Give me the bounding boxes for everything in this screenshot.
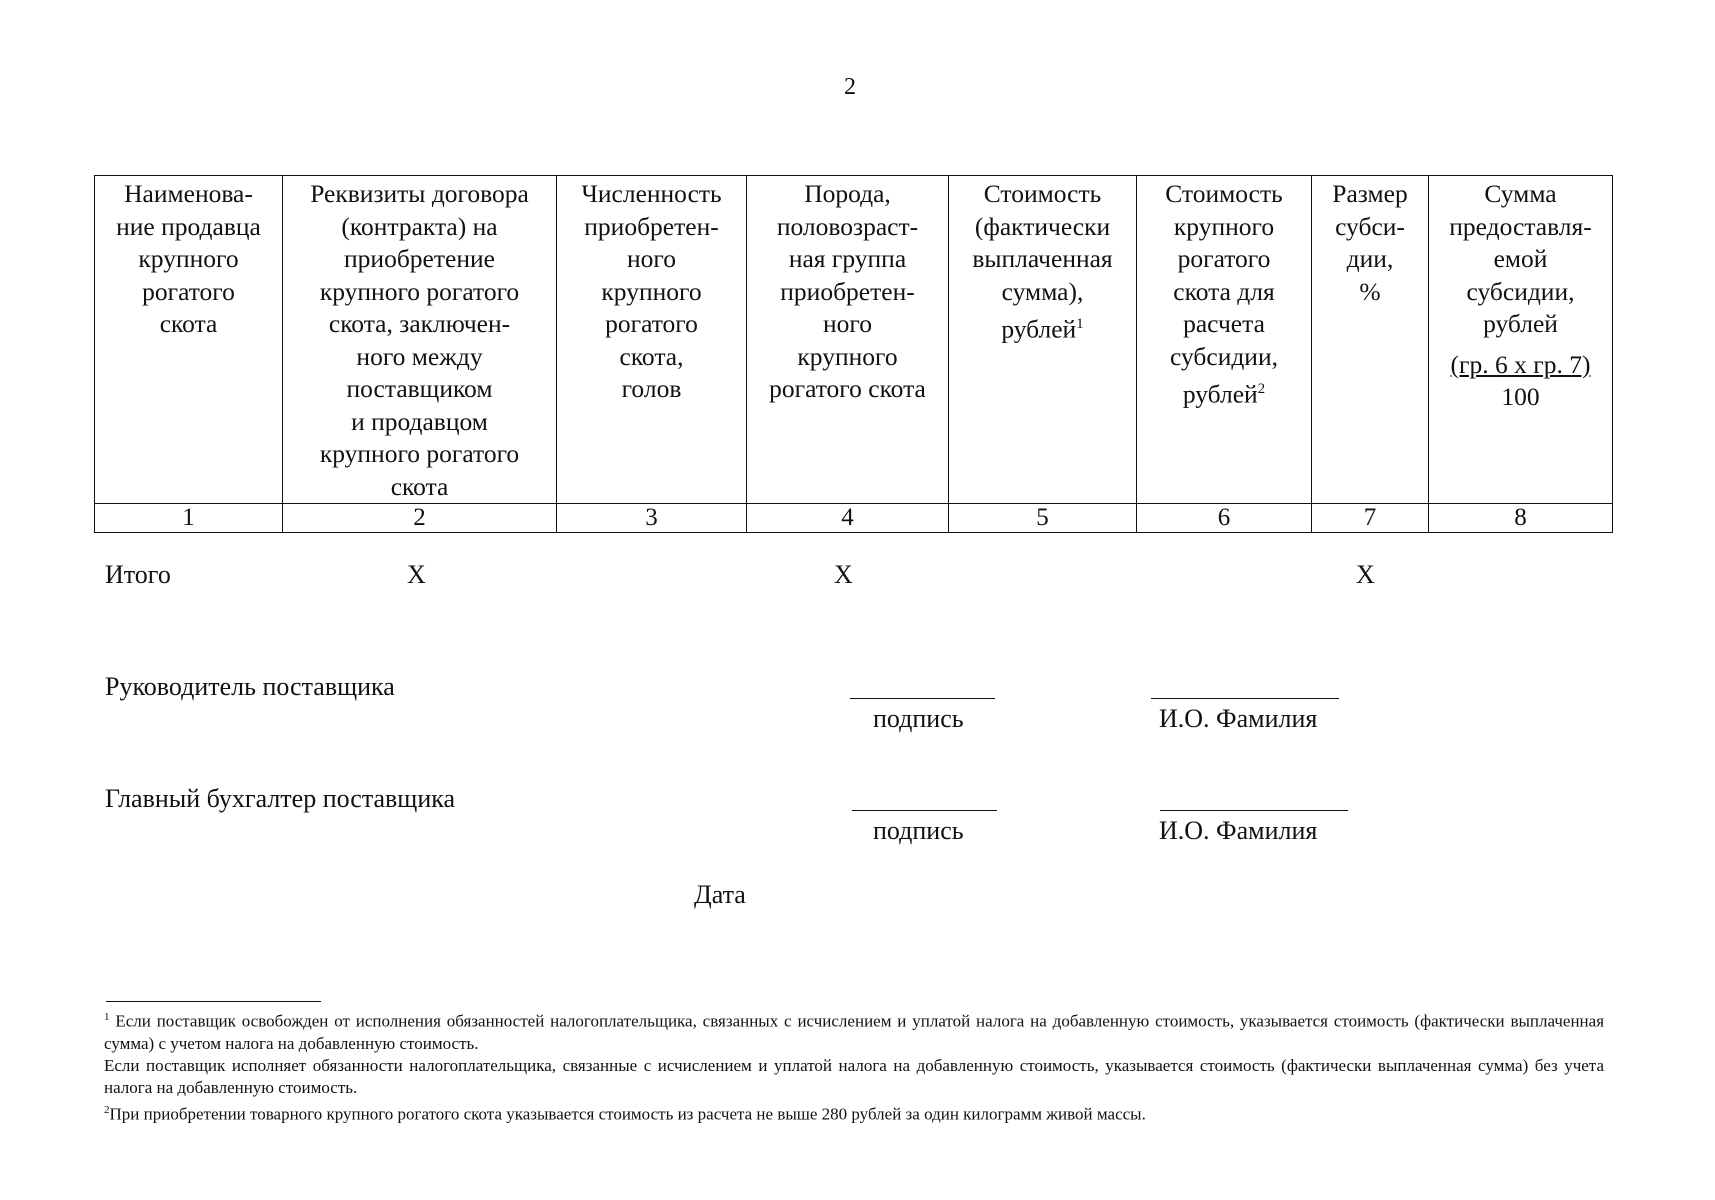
totals-x-col4: X xyxy=(834,560,853,589)
header-line: рогатого скота xyxy=(769,374,926,403)
column-number: 1 xyxy=(95,504,283,533)
header-line: субсидии, xyxy=(1170,341,1278,371)
header-line: ного между xyxy=(356,341,483,371)
header-line: приобретен- xyxy=(584,211,719,241)
signature-role: Главный бухгалтер поставщика xyxy=(105,784,456,813)
footnote-1-text-a: Если поставщик освобожден от исполнения обязанностей налогоплательщика, связанных с исчислением и уплатой налога на добавленную стоимость, указывается стоимость (фактически выплаченная сумма) с учетом налога на добавленную стоимость. xyxy=(104,1011,1605,1053)
name-caption: И.О. Фамилия xyxy=(1159,704,1318,733)
header-line: Наименова- xyxy=(124,179,253,208)
header-line: рогатого xyxy=(142,276,235,306)
header-line: крупного рогатого xyxy=(319,439,520,468)
footnotes xyxy=(104,1006,1604,1125)
header-line: % xyxy=(1359,276,1381,306)
subsidy-calculation-table xyxy=(94,175,1613,533)
header-seller-name xyxy=(95,176,283,504)
header-breed-age-group xyxy=(747,176,949,504)
header-line: Сумма xyxy=(1484,179,1557,208)
header-line: предоставля- xyxy=(1449,211,1592,241)
header-line: дии, xyxy=(1346,244,1394,273)
header-line: Порода, xyxy=(804,179,891,208)
header-line: ние продавца xyxy=(116,211,261,241)
header-line: Реквизиты договора xyxy=(310,179,529,208)
header-line: субсидии, xyxy=(1466,276,1575,306)
header-cattle-count xyxy=(557,176,747,504)
totals-x-col7: X xyxy=(1356,560,1375,589)
footnote-2-text: При приобретении товарного крупного рогатого скота указывается стоимость из расчета не выше 280 рублей за один килограмм живой массы. xyxy=(109,1104,1146,1124)
header-line: ного xyxy=(627,244,676,273)
header-line: рублей xyxy=(1182,379,1258,409)
name-line xyxy=(1160,810,1348,811)
column-number: 6 xyxy=(1137,504,1312,533)
header-line: скота, xyxy=(619,341,684,371)
header-cost-for-subsidy xyxy=(1137,176,1312,504)
footnote-1-mark: 1 xyxy=(104,1011,110,1023)
header-line: поставщиком xyxy=(346,374,493,403)
totals-x-col2: X xyxy=(407,560,426,589)
date-label: Дата xyxy=(694,880,746,909)
name-caption: И.О. Фамилия xyxy=(1159,816,1318,845)
column-number: 7 xyxy=(1312,504,1429,533)
column-number: 2 xyxy=(283,504,557,533)
footnote-2-mark: 2 xyxy=(104,1103,110,1116)
header-line: скота xyxy=(390,471,449,501)
header-line: рогатого xyxy=(1177,244,1271,273)
totals-row xyxy=(0,560,1715,594)
signature-caption: подпись xyxy=(873,704,964,733)
header-line: Стоимость xyxy=(983,179,1102,208)
footnote-1-text-b: Если поставщик исполняет обязанности налогоплательщика, связанные с исчислением и уплатой налога на добавленную стоимость, указывается стоимость (фактически выплаченная сумма) без учета налога на добавленную стоимость. xyxy=(104,1055,1604,1097)
footnote-2 xyxy=(104,1099,1604,1126)
signature-role: Руководитель поставщика xyxy=(105,672,395,701)
footnote-separator xyxy=(106,1001,321,1002)
header-subsidy-amount xyxy=(1429,176,1613,504)
header-line: крупного xyxy=(138,244,239,273)
header-line: скота xyxy=(159,309,218,338)
column-number-row xyxy=(95,504,1613,533)
header-line: скота для xyxy=(1173,276,1275,306)
header-line: субси- xyxy=(1335,211,1405,241)
header-line: выплаченная xyxy=(972,244,1113,273)
header-line: Стоимость xyxy=(1165,179,1283,208)
page-number: 2 xyxy=(844,74,856,100)
header-line: рогатого xyxy=(605,309,698,338)
formula-denominator: 100 xyxy=(1501,381,1540,411)
header-line: ного xyxy=(823,309,872,338)
header-line: голов xyxy=(621,374,682,403)
header-line: крупного xyxy=(797,341,898,371)
column-number: 4 xyxy=(747,504,949,533)
header-line: приобретение xyxy=(344,244,495,273)
column-number: 3 xyxy=(557,504,747,533)
formula-numerator: (гр. 6 х гр. 7) xyxy=(1450,349,1591,379)
header-line: крупного xyxy=(601,276,702,306)
header-line: скота, заключен- xyxy=(328,309,511,338)
header-line: ная группа xyxy=(788,244,907,273)
subsidy-formula xyxy=(1431,349,1610,413)
header-line: крупного xyxy=(1173,211,1275,241)
column-number: 8 xyxy=(1429,504,1613,533)
header-line: расчета xyxy=(1183,309,1265,338)
footnote-1-continued xyxy=(104,1055,1604,1099)
name-line xyxy=(1151,698,1339,699)
header-line: сумма), xyxy=(1001,276,1084,306)
header-contract-details xyxy=(283,176,557,504)
header-line: (контракта) на xyxy=(341,211,498,241)
column-number: 5 xyxy=(949,504,1137,533)
header-row xyxy=(95,176,1613,504)
header-line: (фактически xyxy=(974,211,1111,241)
signature-caption: подпись xyxy=(873,816,964,845)
header-actual-cost xyxy=(949,176,1137,504)
header-line: Размер xyxy=(1332,179,1408,208)
header-line: и продавцом xyxy=(351,406,488,436)
header-line: половозраст- xyxy=(776,211,919,241)
header-line: емой xyxy=(1493,244,1548,273)
header-line: рублей xyxy=(1001,314,1077,344)
header-subsidy-rate xyxy=(1312,176,1429,504)
header-line: Численность xyxy=(581,179,722,208)
footnote-ref: 2 xyxy=(1257,381,1266,397)
totals-label: Итого xyxy=(105,560,171,589)
header-line: приобретен- xyxy=(780,276,915,306)
footnote-ref: 1 xyxy=(1076,316,1084,332)
header-line: рублей xyxy=(1483,309,1558,338)
signature-line xyxy=(850,698,995,699)
footnote-1 xyxy=(104,1006,1604,1055)
header-line: крупного рогатого xyxy=(319,276,520,306)
signature-line xyxy=(852,810,997,811)
